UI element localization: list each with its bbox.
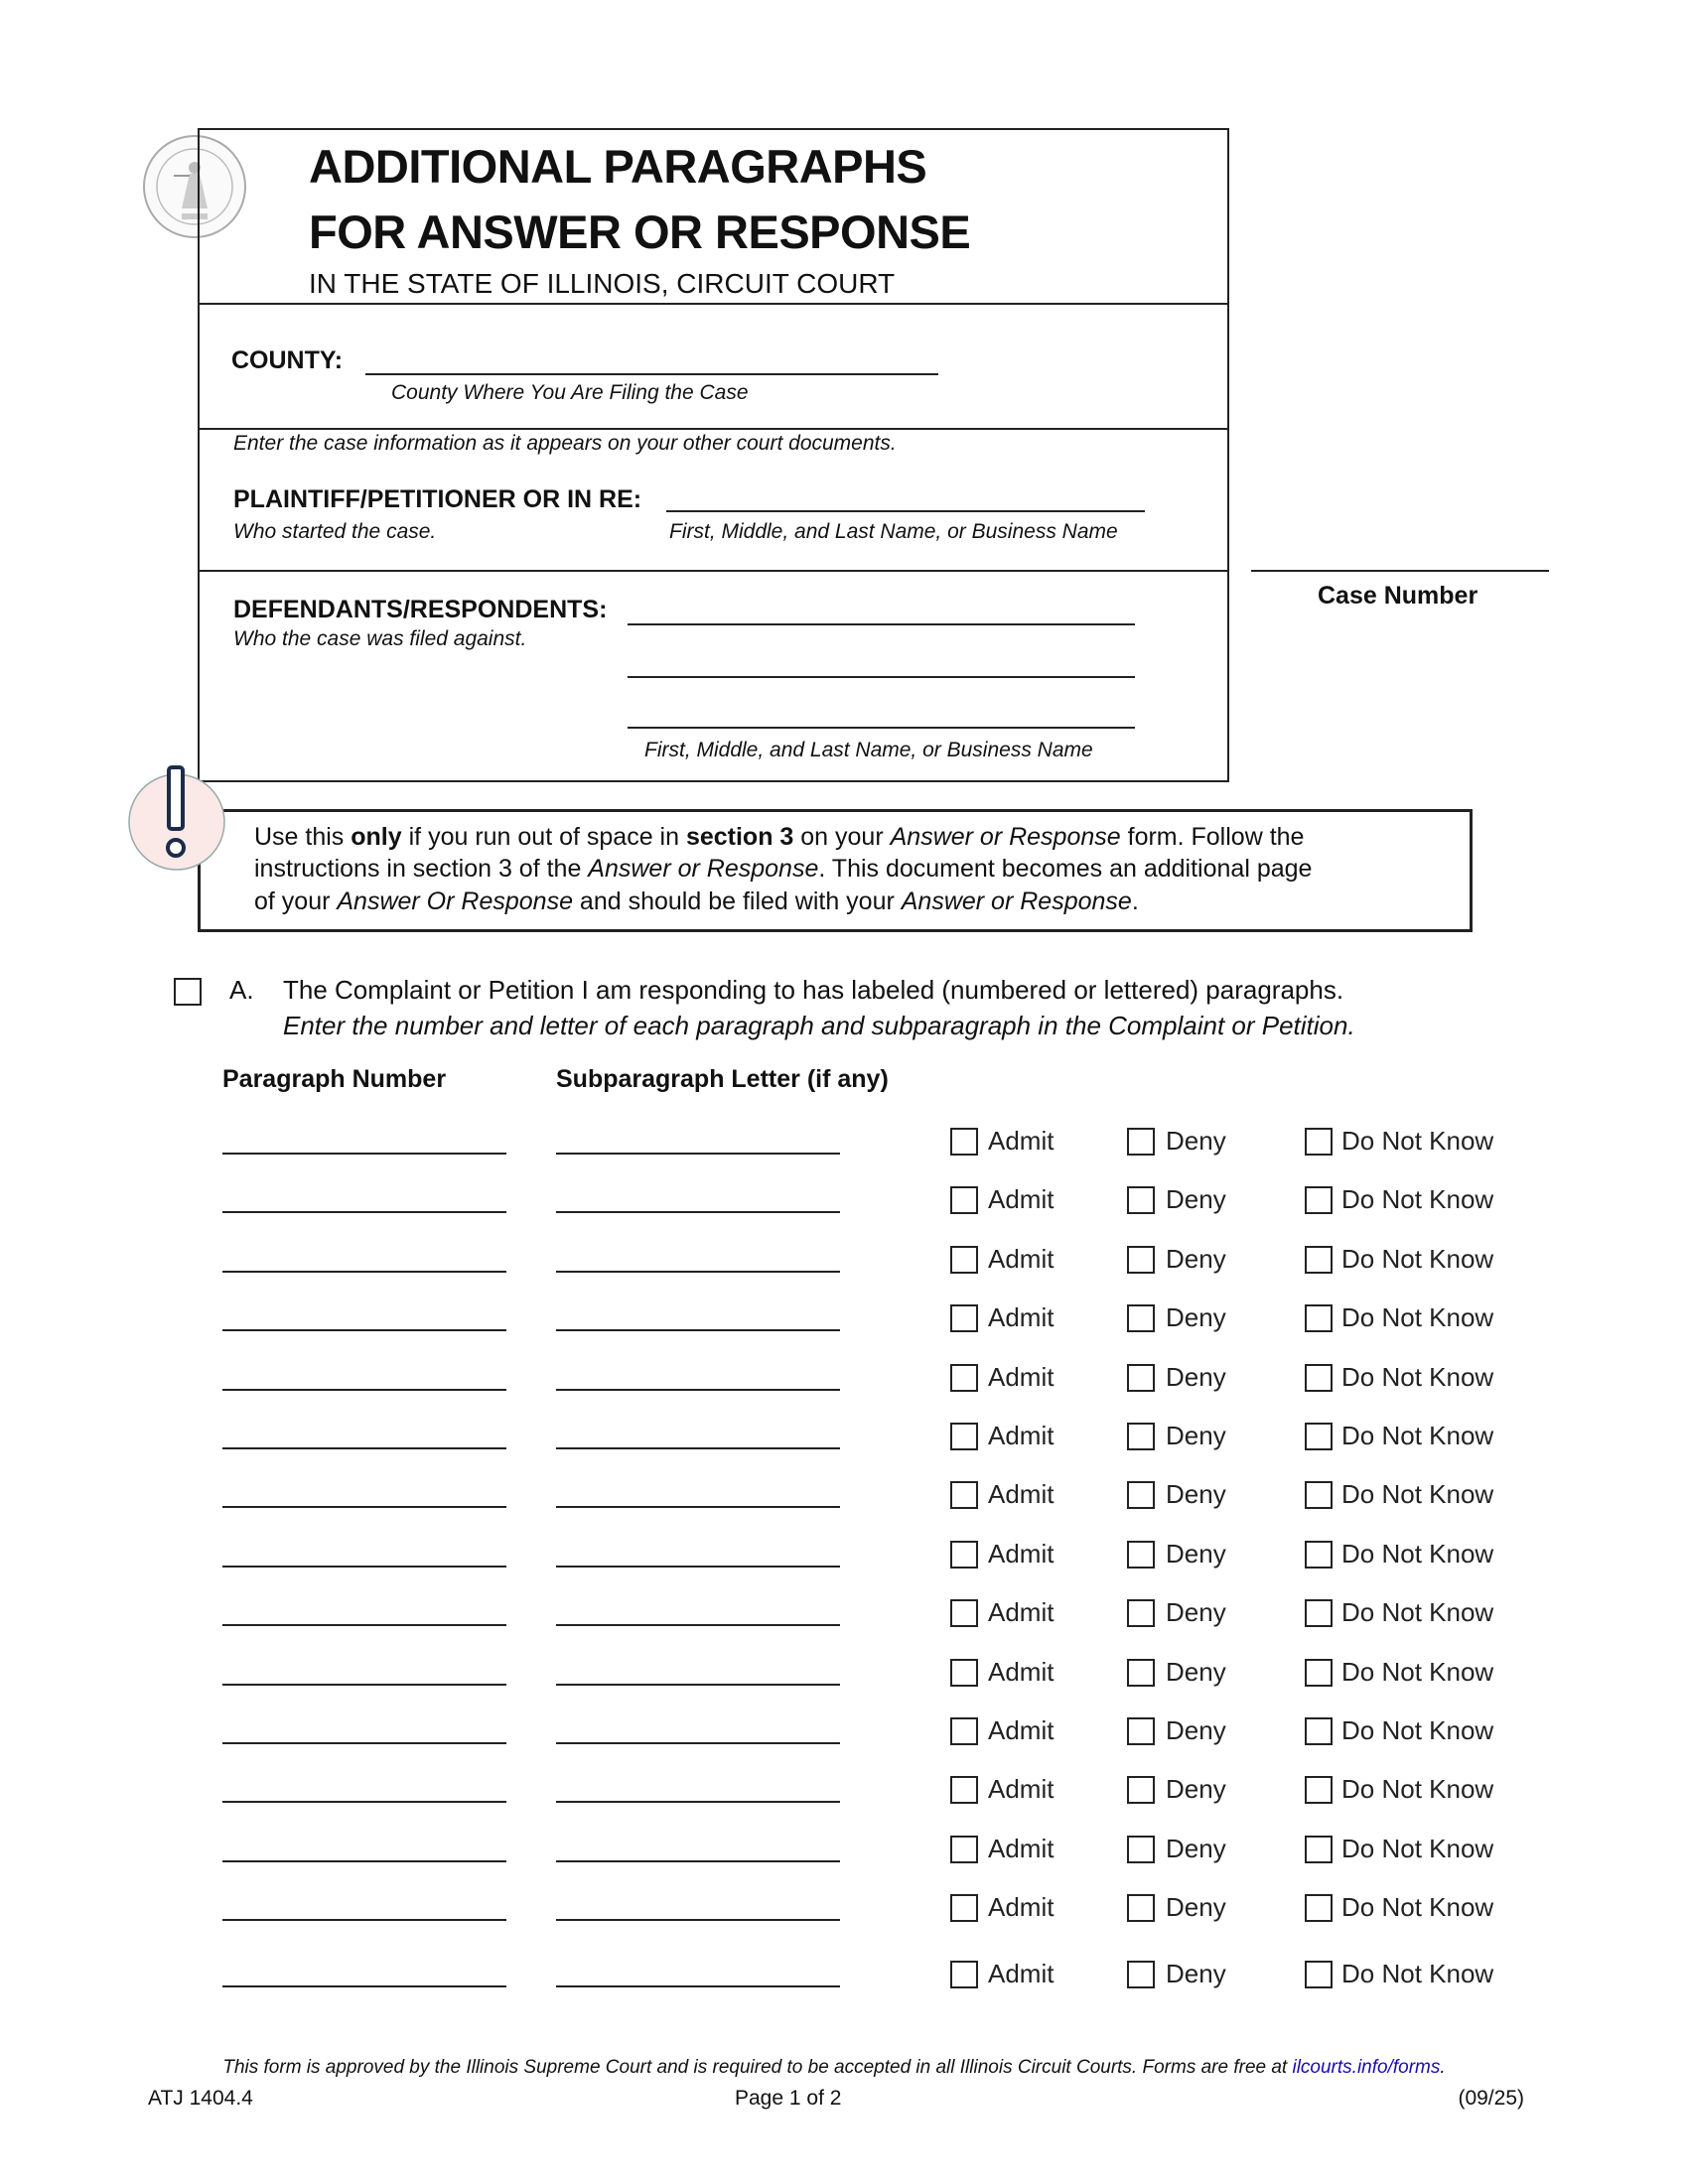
deny-checkbox[interactable] <box>1127 1659 1155 1687</box>
subparagraph-letter-input[interactable] <box>556 1985 840 1987</box>
subparagraph-letter-input[interactable] <box>556 1153 840 1155</box>
deny-checkbox[interactable] <box>1127 1717 1155 1745</box>
admit-label: Admit <box>988 1597 1055 1628</box>
admit-label: Admit <box>988 1126 1055 1156</box>
form-id: ATJ 1404.4 <box>148 2087 253 2110</box>
admit-checkbox[interactable] <box>950 1961 978 1988</box>
do-not-know-label: Do Not Know <box>1341 1184 1494 1215</box>
admit-checkbox[interactable] <box>950 1717 978 1745</box>
subparagraph-letter-input[interactable] <box>556 1684 840 1686</box>
admit-checkbox[interactable] <box>950 1481 978 1509</box>
do-not-know-checkbox[interactable] <box>1305 1776 1333 1804</box>
footer-approval: This form is approved by the Illinois Supreme Court and is required to be accepted in all Illinois Circuit Courts. Forms are free at ilcourts.info/forms. <box>222 2057 1446 2078</box>
county-input[interactable] <box>365 373 938 375</box>
deny-label: Deny <box>1166 1656 1226 1687</box>
deny-checkbox[interactable] <box>1127 1128 1155 1156</box>
plaintiff-hint: Who started the case. <box>233 520 437 543</box>
deny-checkbox[interactable] <box>1127 1776 1155 1804</box>
deny-label: Deny <box>1166 1538 1226 1569</box>
do-not-know-label: Do Not Know <box>1341 1959 1494 1988</box>
admit-checkbox[interactable] <box>950 1304 978 1332</box>
defendant-input-3[interactable] <box>628 727 1135 729</box>
paragraph-number-input[interactable] <box>222 1985 506 1987</box>
paragraph-number-input[interactable] <box>222 1566 506 1568</box>
deny-label: Deny <box>1166 1361 1226 1392</box>
admit-checkbox[interactable] <box>950 1128 978 1156</box>
case-number-input[interactable] <box>1251 570 1549 572</box>
form-title-line2: FOR ANSWER OR RESPONSE <box>309 205 971 258</box>
deny-label: Deny <box>1166 1597 1226 1628</box>
do-not-know-checkbox[interactable] <box>1305 1481 1333 1509</box>
paragraph-number-input[interactable] <box>222 1271 506 1273</box>
section-a-text: The Complaint or Petition I am responding to has labeled (numbered or lettered) paragraphs. <box>283 975 1344 1005</box>
admit-label: Admit <box>988 1715 1055 1745</box>
deny-checkbox[interactable] <box>1127 1894 1155 1922</box>
case-number-label: Case Number <box>1318 582 1478 610</box>
paragraph-number-input[interactable] <box>222 1624 506 1626</box>
paragraph-number-header: Paragraph Number <box>222 1065 447 1093</box>
paragraph-number-input[interactable] <box>222 1389 506 1391</box>
do-not-know-label: Do Not Know <box>1341 1892 1494 1923</box>
subparagraph-letter-input[interactable] <box>556 1329 840 1331</box>
deny-label: Deny <box>1166 1833 1226 1863</box>
admit-checkbox[interactable] <box>950 1423 978 1450</box>
do-not-know-label: Do Not Know <box>1341 1656 1494 1687</box>
subparagraph-letter-input[interactable] <box>556 1624 840 1626</box>
divider <box>198 570 1227 572</box>
revision-date: (09/25) <box>1458 2087 1524 2110</box>
subparagraph-letter-input[interactable] <box>556 1919 840 1921</box>
do-not-know-checkbox[interactable] <box>1305 1186 1333 1214</box>
subparagraph-letter-input[interactable] <box>556 1742 840 1744</box>
subparagraph-letter-input[interactable] <box>556 1566 840 1568</box>
subparagraph-letter-input[interactable] <box>556 1801 840 1803</box>
county-caption: County Where You Are Filing the Case <box>391 381 749 404</box>
deny-label: Deny <box>1166 1302 1226 1333</box>
admit-label: Admit <box>988 1243 1055 1274</box>
deny-checkbox[interactable] <box>1127 1304 1155 1332</box>
defendants-caption: First, Middle, and Last Name, or Business Name <box>644 739 1093 761</box>
deny-label: Deny <box>1166 1421 1226 1450</box>
do-not-know-checkbox[interactable] <box>1305 1128 1333 1156</box>
deny-checkbox[interactable] <box>1127 1246 1155 1274</box>
paragraph-number-input[interactable] <box>222 1506 506 1508</box>
admit-label: Admit <box>988 1892 1055 1923</box>
forms-link[interactable]: ilcourts.info/forms <box>1292 2057 1441 2078</box>
deny-checkbox[interactable] <box>1127 1541 1155 1569</box>
admit-label: Admit <box>988 1833 1055 1863</box>
notice-text-line2: instructions in section 3 of the Answer or Response. This document becomes an additional page <box>254 855 1313 883</box>
deny-label: Deny <box>1166 1243 1226 1274</box>
plaintiff-label: PLAINTIFF/PETITIONER OR IN RE: <box>233 485 642 513</box>
deny-label: Deny <box>1166 1892 1226 1923</box>
do-not-know-checkbox[interactable] <box>1305 1894 1333 1922</box>
deny-label: Deny <box>1166 1184 1226 1215</box>
do-not-know-label: Do Not Know <box>1341 1243 1494 1274</box>
section-a-instruction: Enter the number and letter of each paragraph and subparagraph in the Complaint or Petition. <box>283 1011 1355 1040</box>
admit-checkbox[interactable] <box>950 1246 978 1274</box>
form-subtitle: IN THE STATE OF ILLINOIS, CIRCUIT COURT <box>309 268 896 299</box>
subparagraph-letter-input[interactable] <box>556 1506 840 1508</box>
defendant-input-2[interactable] <box>628 676 1135 678</box>
do-not-know-checkbox[interactable] <box>1305 1659 1333 1687</box>
divider <box>198 428 1227 430</box>
deny-checkbox[interactable] <box>1127 1599 1155 1627</box>
deny-checkbox[interactable] <box>1127 1423 1155 1450</box>
subparagraph-letter-input[interactable] <box>556 1211 840 1213</box>
do-not-know-checkbox[interactable] <box>1305 1836 1333 1863</box>
do-not-know-label: Do Not Know <box>1341 1774 1494 1805</box>
paragraph-number-input[interactable] <box>222 1919 506 1921</box>
section-a-letter: A. <box>229 975 254 1005</box>
do-not-know-label: Do Not Know <box>1341 1361 1494 1392</box>
paragraph-number-input[interactable] <box>222 1329 506 1331</box>
case-info-note: Enter the case information as it appears on your other court documents. <box>233 432 897 455</box>
admit-checkbox[interactable] <box>950 1659 978 1687</box>
section-a-checkbox[interactable] <box>174 978 202 1006</box>
county-label: COUNTY: <box>231 346 344 374</box>
paragraph-number-input[interactable] <box>222 1684 506 1686</box>
deny-label: Deny <box>1166 1479 1226 1510</box>
do-not-know-checkbox[interactable] <box>1305 1599 1333 1627</box>
do-not-know-checkbox[interactable] <box>1305 1423 1333 1450</box>
paragraph-number-input[interactable] <box>222 1153 506 1155</box>
deny-label: Deny <box>1166 1715 1226 1745</box>
do-not-know-checkbox[interactable] <box>1305 1364 1333 1392</box>
subparagraph-letter-input[interactable] <box>556 1447 840 1449</box>
do-not-know-label: Do Not Know <box>1341 1597 1494 1628</box>
deny-label: Deny <box>1166 1959 1226 1988</box>
do-not-know-label: Do Not Know <box>1341 1302 1494 1333</box>
paragraph-number-input[interactable] <box>222 1860 506 1862</box>
admit-checkbox[interactable] <box>950 1836 978 1863</box>
admit-label: Admit <box>988 1959 1055 1988</box>
deny-checkbox[interactable] <box>1127 1186 1155 1214</box>
do-not-know-label: Do Not Know <box>1341 1715 1494 1745</box>
do-not-know-label: Do Not Know <box>1341 1421 1494 1450</box>
do-not-know-label: Do Not Know <box>1341 1126 1494 1156</box>
admit-label: Admit <box>988 1361 1055 1392</box>
paragraph-number-input[interactable] <box>222 1742 506 1744</box>
deny-checkbox[interactable] <box>1127 1481 1155 1509</box>
deny-checkbox[interactable] <box>1127 1836 1155 1863</box>
subparagraph-letter-input[interactable] <box>556 1271 840 1273</box>
form-title-line1: ADDITIONAL PARAGRAPHS <box>309 140 927 193</box>
alert-icon <box>125 764 230 876</box>
subparagraph-letter-input[interactable] <box>556 1860 840 1862</box>
admit-label: Admit <box>988 1656 1055 1687</box>
notice-text-line1: Use this only if you run out of space in section 3 on your Answer or Response form. Follow the <box>254 823 1305 851</box>
do-not-know-label: Do Not Know <box>1341 1538 1494 1569</box>
do-not-know-checkbox[interactable] <box>1305 1717 1333 1745</box>
admit-label: Admit <box>988 1421 1055 1450</box>
admit-checkbox[interactable] <box>950 1186 978 1214</box>
deny-checkbox[interactable] <box>1127 1961 1155 1988</box>
do-not-know-label: Do Not Know <box>1341 1833 1494 1863</box>
admit-label: Admit <box>988 1479 1055 1510</box>
admit-checkbox[interactable] <box>950 1894 978 1922</box>
defendant-input-1[interactable] <box>628 623 1135 625</box>
admit-label: Admit <box>988 1184 1055 1215</box>
defendants-label: DEFENDANTS/RESPONDENTS: <box>233 596 608 623</box>
do-not-know-checkbox[interactable] <box>1305 1304 1333 1332</box>
admit-checkbox[interactable] <box>950 1364 978 1392</box>
admit-checkbox[interactable] <box>950 1541 978 1569</box>
do-not-know-checkbox[interactable] <box>1305 1541 1333 1569</box>
deny-label: Deny <box>1166 1774 1226 1805</box>
admit-checkbox[interactable] <box>950 1776 978 1804</box>
subparagraph-letter-header: Subparagraph Letter (if any) <box>556 1065 889 1093</box>
admit-checkbox[interactable] <box>950 1599 978 1627</box>
admit-label: Admit <box>988 1774 1055 1805</box>
notice-text-line3: of your Answer Or Response and should be filed with your Answer or Response. <box>254 887 1139 915</box>
admit-label: Admit <box>988 1538 1055 1569</box>
admit-label: Admit <box>988 1302 1055 1333</box>
plaintiff-input[interactable] <box>666 510 1145 512</box>
subparagraph-letter-input[interactable] <box>556 1389 840 1391</box>
do-not-know-label: Do Not Know <box>1341 1479 1494 1510</box>
paragraph-number-input[interactable] <box>222 1211 506 1213</box>
deny-checkbox[interactable] <box>1127 1364 1155 1392</box>
plaintiff-caption: First, Middle, and Last Name, or Business Name <box>669 520 1118 543</box>
paragraph-number-input[interactable] <box>222 1447 506 1449</box>
page-number: Page 1 of 2 <box>735 2087 842 2110</box>
do-not-know-checkbox[interactable] <box>1305 1246 1333 1274</box>
paragraph-number-input[interactable] <box>222 1801 506 1803</box>
divider <box>198 303 1227 305</box>
defendants-hint: Who the case was filed against. <box>233 627 527 650</box>
do-not-know-checkbox[interactable] <box>1305 1961 1333 1988</box>
deny-label: Deny <box>1166 1126 1226 1156</box>
